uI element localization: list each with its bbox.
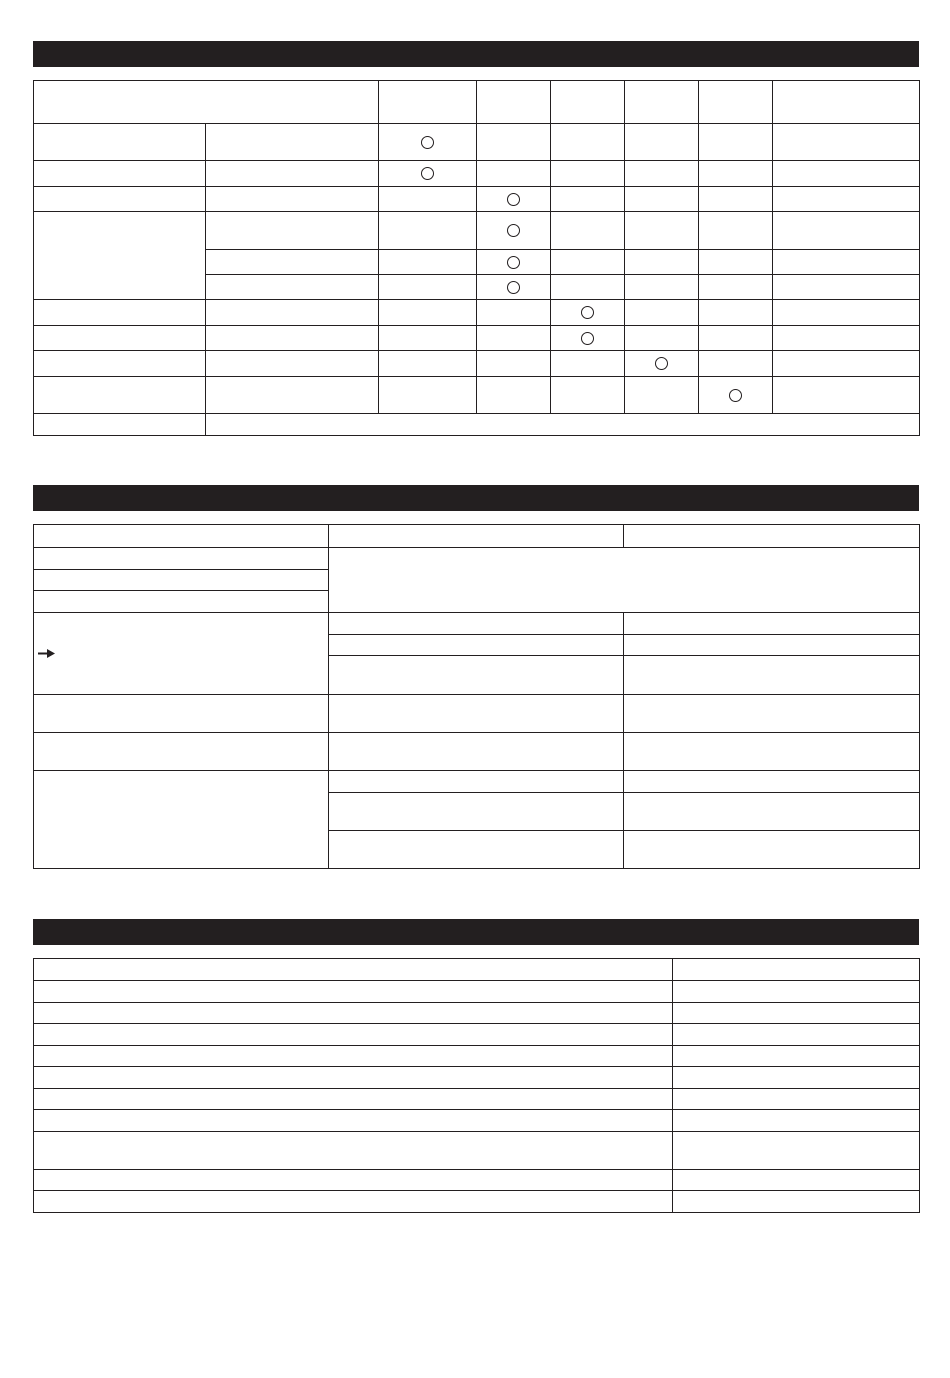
notes-cell: [773, 250, 920, 275]
table-row: [34, 300, 920, 326]
table-row: [34, 981, 920, 1003]
table-row: [34, 613, 920, 635]
table-row: [34, 1046, 920, 1067]
value-cell: [329, 771, 624, 793]
table-row: [34, 959, 920, 981]
circle-icon: [729, 389, 742, 402]
table-row: [34, 1089, 920, 1110]
notes-cell: [773, 124, 920, 161]
table-1-header-cell: [551, 81, 625, 124]
row-label-cell: [34, 771, 329, 869]
mark-cell: [699, 187, 773, 212]
row-label-cell: [34, 414, 206, 436]
notes-cell: [773, 212, 920, 250]
mark-cell: [551, 377, 625, 414]
table-row: [34, 771, 920, 793]
table-row: [34, 548, 920, 570]
mark-cell: [551, 161, 625, 187]
section-header-bar-3: [33, 919, 919, 945]
mark-cell: [625, 250, 699, 275]
table-2-header-cell: [34, 525, 329, 548]
mark-cell: [625, 212, 699, 250]
row-label-cell: [34, 300, 206, 326]
value-cell: [624, 831, 920, 869]
mark-cell: [551, 250, 625, 275]
mark-cell: [699, 250, 773, 275]
mark-cell: [379, 250, 477, 275]
row-label-cell: [34, 733, 329, 771]
mark-cell: [551, 212, 625, 250]
item-cell: [34, 1067, 673, 1089]
table-row: [34, 414, 920, 436]
item-cell: [34, 1046, 673, 1067]
circle-icon: [581, 306, 594, 319]
row-label-cell: [34, 377, 206, 414]
notes-cell: [773, 300, 920, 326]
value-cell: [329, 613, 624, 635]
notes-cell: [773, 275, 920, 300]
item-cell: [34, 1024, 673, 1046]
item-cell: [34, 959, 673, 981]
section-header-bar-2: [33, 485, 919, 511]
merged-note-cell: [206, 414, 920, 436]
table-1-header-row: [34, 81, 920, 124]
mark-cell: [379, 124, 477, 161]
value-cell: [673, 1089, 920, 1110]
mark-cell: [551, 187, 625, 212]
value-cell: [329, 695, 624, 733]
mark-cell: [699, 300, 773, 326]
mark-cell: [699, 212, 773, 250]
merged-value-cell: [329, 548, 920, 613]
notes-cell: [773, 351, 920, 377]
value-cell: [624, 771, 920, 793]
mark-cell: [379, 377, 477, 414]
table-row: [34, 733, 920, 771]
mark-cell: [477, 161, 551, 187]
value-cell: [329, 733, 624, 771]
mark-cell: [477, 124, 551, 161]
mark-cell: [477, 187, 551, 212]
value-cell: [329, 793, 624, 831]
table-row: [34, 1067, 920, 1089]
row-sublabel-cell: [206, 300, 379, 326]
row-sublabel-cell: [206, 161, 379, 187]
table-1-header-cell: [773, 81, 920, 124]
item-cell: [34, 1110, 673, 1132]
table-row: [34, 1191, 920, 1213]
mark-cell: [551, 351, 625, 377]
row-label-cell: [34, 212, 206, 300]
item-cell: [34, 1089, 673, 1110]
table-row: [34, 377, 920, 414]
row-label-cell: [34, 548, 329, 570]
mark-cell: [551, 326, 625, 351]
mark-cell: [699, 351, 773, 377]
mark-cell: [477, 351, 551, 377]
value-cell: [673, 1191, 920, 1213]
table-2-header-cell: [329, 525, 624, 548]
table-1-header-cell: [625, 81, 699, 124]
item-cell: [34, 1003, 673, 1024]
item-cell: [34, 1191, 673, 1213]
mark-cell: [379, 161, 477, 187]
mark-cell: [699, 124, 773, 161]
value-cell: [624, 733, 920, 771]
table-row: [34, 1024, 920, 1046]
item-cell: [34, 1132, 673, 1170]
mark-cell: [379, 275, 477, 300]
mark-cell: [551, 275, 625, 300]
value-cell: [624, 656, 920, 695]
mark-cell: [699, 377, 773, 414]
circle-icon: [507, 281, 520, 294]
row-sublabel-cell: [206, 326, 379, 351]
value-cell: [673, 1170, 920, 1191]
notes-cell: [773, 377, 920, 414]
table-row: [34, 161, 920, 187]
table-1-header-cell: [379, 81, 477, 124]
mark-cell: [477, 300, 551, 326]
table-2-header-row: [34, 525, 920, 548]
mark-cell: [379, 326, 477, 351]
row-label-cell: [34, 351, 206, 377]
value-cell: [673, 1067, 920, 1089]
mark-cell: [379, 187, 477, 212]
row-sublabel-cell: [206, 351, 379, 377]
mark-cell: [379, 351, 477, 377]
value-cell: [673, 1110, 920, 1132]
mark-cell: [699, 326, 773, 351]
value-cell: [329, 635, 624, 656]
circle-icon: [507, 224, 520, 237]
circle-icon: [655, 357, 668, 370]
row-label-cell: [34, 695, 329, 733]
circle-icon: [421, 136, 434, 149]
mark-cell: [477, 212, 551, 250]
mark-cell: [699, 161, 773, 187]
arrow-right-icon: [38, 649, 55, 658]
table-1-header-cell: [699, 81, 773, 124]
table-row: [34, 351, 920, 377]
mark-cell: [379, 300, 477, 326]
mark-cell: [625, 300, 699, 326]
notes-cell: [773, 161, 920, 187]
mark-cell: [625, 326, 699, 351]
mark-cell: [625, 187, 699, 212]
table-row: [34, 212, 920, 250]
mark-cell: [477, 275, 551, 300]
mark-cell: [551, 124, 625, 161]
mark-cell: [625, 377, 699, 414]
table-row: [34, 695, 920, 733]
value-cell: [329, 831, 624, 869]
table-2: [33, 524, 920, 869]
value-cell: [624, 793, 920, 831]
row-sublabel-cell: [206, 377, 379, 414]
row-label-cell: [34, 613, 329, 695]
value-cell: [673, 1003, 920, 1024]
table-row: [34, 1110, 920, 1132]
row-sublabel-cell: [206, 187, 379, 212]
circle-icon: [581, 332, 594, 345]
item-cell: [34, 1170, 673, 1191]
mark-cell: [625, 124, 699, 161]
mark-cell: [477, 377, 551, 414]
table-row: [34, 187, 920, 212]
row-sublabel-cell: [206, 124, 379, 161]
table-row: [34, 326, 920, 351]
table-1: [33, 80, 920, 436]
value-cell: [624, 635, 920, 656]
row-label-cell: [34, 570, 329, 591]
mark-cell: [625, 351, 699, 377]
row-label-cell: [34, 326, 206, 351]
table-row: [34, 1170, 920, 1191]
table-1-header-cell: [477, 81, 551, 124]
row-label-cell: [34, 187, 206, 212]
circle-icon: [421, 167, 434, 180]
notes-cell: [773, 187, 920, 212]
row-label-cell: [34, 124, 206, 161]
value-cell: [673, 1024, 920, 1046]
value-cell: [329, 656, 624, 695]
value-cell: [624, 613, 920, 635]
mark-cell: [379, 212, 477, 250]
row-sublabel-cell: [206, 275, 379, 300]
table-row: [34, 1132, 920, 1170]
table-1-header-cell: [34, 81, 379, 124]
table-row: [34, 124, 920, 161]
value-cell: [624, 695, 920, 733]
row-sublabel-cell: [206, 212, 379, 250]
circle-icon: [507, 193, 520, 206]
section-header-bar-1: [33, 41, 919, 67]
row-label-cell: [34, 591, 329, 613]
notes-cell: [773, 326, 920, 351]
mark-cell: [699, 275, 773, 300]
table-3: [33, 958, 920, 1213]
mark-cell: [625, 275, 699, 300]
table-row: [34, 1003, 920, 1024]
item-cell: [34, 981, 673, 1003]
value-cell: [673, 1046, 920, 1067]
value-cell: [673, 959, 920, 981]
value-cell: [673, 1132, 920, 1170]
mark-cell: [477, 326, 551, 351]
circle-icon: [507, 256, 520, 269]
mark-cell: [625, 161, 699, 187]
row-label-cell: [34, 161, 206, 187]
mark-cell: [477, 250, 551, 275]
table-2-header-cell: [624, 525, 920, 548]
value-cell: [673, 981, 920, 1003]
row-sublabel-cell: [206, 250, 379, 275]
mark-cell: [551, 300, 625, 326]
